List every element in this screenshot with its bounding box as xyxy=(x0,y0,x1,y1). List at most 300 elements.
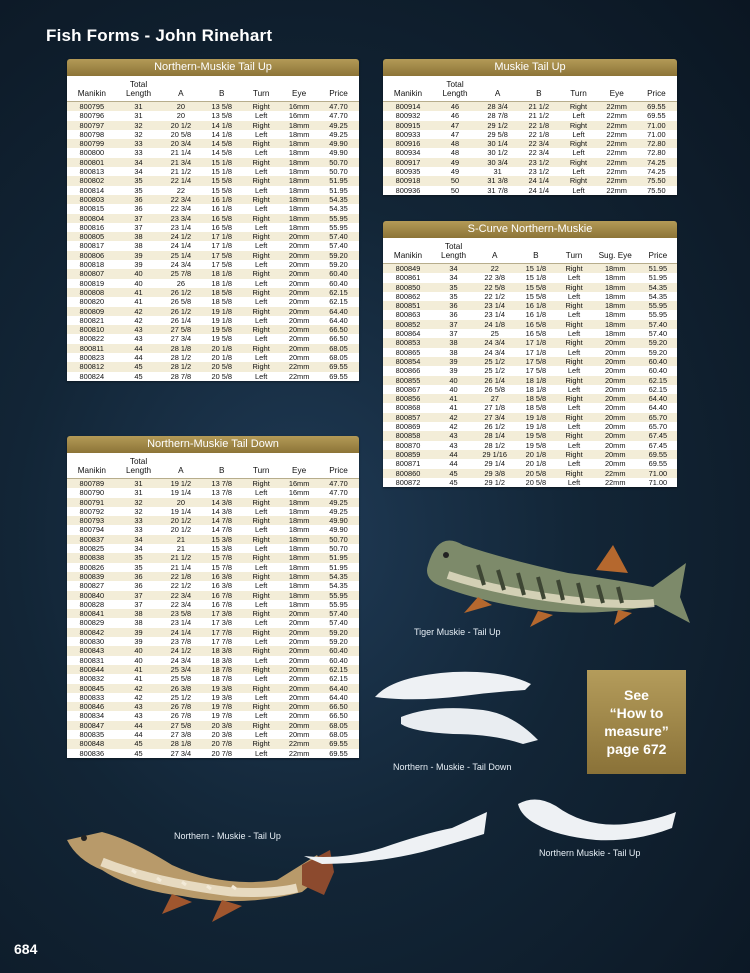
cell-price: 54.35 xyxy=(639,292,677,301)
cell-price: 49.25 xyxy=(318,507,359,516)
cell-price: 68.05 xyxy=(318,721,359,730)
cell-b: 19 3/8 xyxy=(201,693,242,702)
table-row xyxy=(67,139,359,148)
cell-manikin: 800849 xyxy=(383,264,433,274)
cell-a: 20 1/2 xyxy=(160,516,201,525)
cell-price: 68.05 xyxy=(318,730,359,739)
cell-turn: Left xyxy=(242,488,280,497)
table-row xyxy=(67,581,359,590)
cell-a: 26 7/8 xyxy=(160,702,201,711)
cell-manikin: 800835 xyxy=(67,730,117,739)
cell-eye: 20mm xyxy=(592,348,639,357)
cell-b: 16 5/8 xyxy=(515,320,556,329)
table-row xyxy=(383,102,677,112)
cell-price: 67.45 xyxy=(639,441,677,450)
cell-manikin: 800817 xyxy=(67,241,117,250)
cell-price: 60.40 xyxy=(318,646,359,655)
cell-a: 24 1/2 xyxy=(160,232,201,241)
cell-eye: 20mm xyxy=(280,334,318,343)
col-eye: Eye xyxy=(280,453,318,479)
cell-total-length: 44 xyxy=(433,450,474,459)
cell-manikin: 800936 xyxy=(383,186,433,195)
table-row xyxy=(67,498,359,507)
col-turn: Turn xyxy=(559,76,597,102)
cell-turn: Left xyxy=(242,693,280,702)
cell-a: 27 3/4 xyxy=(160,749,201,758)
cell-eye: 22mm xyxy=(598,186,636,195)
table-row xyxy=(383,366,677,375)
cell-price: 60.40 xyxy=(318,279,359,288)
cell-eye: 20mm xyxy=(592,357,639,366)
cell-turn: Left xyxy=(559,111,597,120)
cell-price: 51.95 xyxy=(318,176,359,185)
cell-price: 54.35 xyxy=(318,572,359,581)
cell-total-length: 40 xyxy=(117,646,161,655)
cell-turn: Right xyxy=(559,158,597,167)
cell-turn: Right xyxy=(556,394,591,403)
table-row xyxy=(383,148,677,157)
cell-a: 21 1/4 xyxy=(160,563,201,572)
cell-b: 14 7/8 xyxy=(201,525,242,534)
cell-turn: Left xyxy=(242,730,280,739)
table-row xyxy=(67,130,359,139)
cell-a: 26 3/8 xyxy=(160,684,201,693)
cell-manikin: 800795 xyxy=(67,102,117,112)
cell-b: 16 5/8 xyxy=(201,214,242,223)
cell-b: 15 1/8 xyxy=(201,167,242,176)
cell-turn: Right xyxy=(556,283,591,292)
cell-turn: Left xyxy=(556,292,591,301)
cell-turn: Right xyxy=(242,516,280,525)
cell-eye: 20mm xyxy=(280,241,318,250)
cell-turn: Left xyxy=(242,260,280,269)
cell-total-length: 42 xyxy=(117,693,161,702)
cell-turn: Right xyxy=(242,344,280,353)
table-row xyxy=(67,260,359,269)
cell-b: 22 1/8 xyxy=(518,121,559,130)
cell-b: 18 7/8 xyxy=(201,665,242,674)
cell-total-length: 31 xyxy=(117,111,161,120)
table-row xyxy=(67,749,359,758)
cell-price: 59.20 xyxy=(318,251,359,260)
cell-price: 50.70 xyxy=(318,535,359,544)
table-row xyxy=(67,637,359,646)
cell-total-length: 41 xyxy=(117,665,161,674)
cell-b: 20 5/8 xyxy=(201,362,242,371)
cell-price: 60.40 xyxy=(639,357,677,366)
cell-price: 60.40 xyxy=(318,656,359,665)
page-number: 684 xyxy=(14,941,38,957)
cell-turn: Left xyxy=(556,422,591,431)
cell-price: 69.55 xyxy=(318,739,359,748)
table-title: S-Curve Northern-Muskie xyxy=(383,221,677,238)
cell-price: 64.40 xyxy=(318,316,359,325)
cell-a: 19 1/2 xyxy=(160,479,201,489)
table-row xyxy=(67,656,359,665)
cell-eye: 18mm xyxy=(280,581,318,590)
cell-turn: Left xyxy=(559,148,597,157)
table-row xyxy=(67,288,359,297)
cell-manikin: 800871 xyxy=(383,459,433,468)
table-row xyxy=(383,413,677,422)
col-manikin: Manikin xyxy=(383,76,433,102)
cell-a: 21 1/4 xyxy=(160,148,201,157)
cell-b: 18 3/8 xyxy=(201,646,242,655)
cell-total-length: 45 xyxy=(433,478,474,487)
cell-total-length: 44 xyxy=(117,721,161,730)
cell-turn: Right xyxy=(242,214,280,223)
cell-manikin: 800818 xyxy=(67,260,117,269)
cell-turn: Right xyxy=(242,535,280,544)
table-row xyxy=(67,372,359,381)
table-row xyxy=(67,702,359,711)
cell-a: 25 1/2 xyxy=(474,366,515,375)
cell-a: 20 xyxy=(160,111,201,120)
table-row xyxy=(67,176,359,185)
cell-turn: Left xyxy=(242,372,280,381)
cell-eye: 18mm xyxy=(280,139,318,148)
cell-manikin: 800838 xyxy=(67,553,117,562)
cell-total-length: 39 xyxy=(433,357,474,366)
cell-eye: 20mm xyxy=(280,307,318,316)
cell-eye: 20mm xyxy=(280,693,318,702)
cell-total-length: 38 xyxy=(433,338,474,347)
cell-manikin: 800914 xyxy=(383,102,433,112)
cell-total-length: 37 xyxy=(117,591,161,600)
table-row xyxy=(67,241,359,250)
table-row xyxy=(383,329,677,338)
cell-total-length: 37 xyxy=(433,329,474,338)
cell-a: 27 5/8 xyxy=(160,721,201,730)
col-price: Price xyxy=(639,238,677,264)
cell-b: 16 5/8 xyxy=(515,329,556,338)
cell-eye: 16mm xyxy=(280,102,318,112)
cell-total-length: 42 xyxy=(117,316,161,325)
table-row xyxy=(67,316,359,325)
table-row xyxy=(67,297,359,306)
cell-price: 49.90 xyxy=(318,525,359,534)
cell-turn: Left xyxy=(556,329,591,338)
cell-price: 64.40 xyxy=(318,684,359,693)
cell-b: 22 3/4 xyxy=(518,148,559,157)
cell-a: 23 5/8 xyxy=(160,609,201,618)
cell-eye: 20mm xyxy=(280,711,318,720)
cell-price: 66.50 xyxy=(318,334,359,343)
cell-b: 17 1/8 xyxy=(515,338,556,347)
col-total-length: Total Length xyxy=(117,76,161,102)
cell-manikin: 800815 xyxy=(67,204,117,213)
cell-eye: 22mm xyxy=(598,121,636,130)
cell-turn: Left xyxy=(242,544,280,553)
cell-manikin: 800798 xyxy=(67,130,117,139)
cell-b: 17 3/8 xyxy=(201,609,242,618)
cell-a: 20 5/8 xyxy=(160,130,201,139)
cell-price: 60.40 xyxy=(639,366,677,375)
cell-manikin: 800810 xyxy=(67,325,117,334)
cell-manikin: 800791 xyxy=(67,498,117,507)
table-row xyxy=(383,320,677,329)
cell-manikin: 800803 xyxy=(67,195,117,204)
cell-turn: Right xyxy=(242,591,280,600)
cell-b: 17 5/8 xyxy=(515,366,556,375)
cell-total-length: 36 xyxy=(433,310,474,319)
cell-price: 66.50 xyxy=(318,711,359,720)
cell-manikin: 800809 xyxy=(67,307,117,316)
cell-eye: 20mm xyxy=(280,609,318,618)
how-to-measure-callout: See “How to measure” page 672 xyxy=(587,670,686,774)
cell-eye: 20mm xyxy=(592,441,639,450)
cell-b: 18 1/8 xyxy=(201,279,242,288)
cell-turn: Right xyxy=(556,431,591,440)
cell-price: 47.70 xyxy=(318,479,359,489)
cell-eye: 20mm xyxy=(280,721,318,730)
cell-manikin: 800855 xyxy=(383,376,433,385)
table-row xyxy=(67,684,359,693)
cell-total-length: 41 xyxy=(117,288,161,297)
cell-manikin: 800829 xyxy=(67,618,117,627)
table-row xyxy=(383,376,677,385)
cell-b: 19 7/8 xyxy=(201,711,242,720)
cell-price: 49.90 xyxy=(318,148,359,157)
cell-a: 29 3/8 xyxy=(474,469,515,478)
cell-a: 22 1/4 xyxy=(160,176,201,185)
cell-a: 25 xyxy=(474,329,515,338)
cell-total-length: 37 xyxy=(117,600,161,609)
table-row xyxy=(383,441,677,450)
cell-total-length: 31 xyxy=(117,102,161,112)
cell-turn: Right xyxy=(242,646,280,655)
cell-turn: Left xyxy=(242,353,280,362)
tail-down-form-image xyxy=(373,662,543,754)
cell-b: 14 5/8 xyxy=(201,139,242,148)
cell-turn: Right xyxy=(242,572,280,581)
cell-manikin: 800830 xyxy=(67,637,117,646)
cell-turn: Right xyxy=(242,121,280,130)
cell-manikin: 800932 xyxy=(383,111,433,120)
table-row xyxy=(67,214,359,223)
col-eye: Eye xyxy=(280,76,318,102)
cell-b: 18 1/8 xyxy=(515,385,556,394)
cell-turn: Right xyxy=(559,139,597,148)
cell-turn: Right xyxy=(242,628,280,637)
cell-manikin: 800804 xyxy=(67,214,117,223)
col-a: A xyxy=(477,76,518,102)
cell-turn: Right xyxy=(242,553,280,562)
cell-b: 18 5/8 xyxy=(201,288,242,297)
cell-b: 17 1/8 xyxy=(201,232,242,241)
col-b: B xyxy=(515,238,556,264)
cell-turn: Right xyxy=(556,338,591,347)
cell-manikin: 800808 xyxy=(67,288,117,297)
cell-price: 62.15 xyxy=(639,385,677,394)
cell-manikin: 800862 xyxy=(383,292,433,301)
cell-a: 28 1/2 xyxy=(474,441,515,450)
cell-turn: Left xyxy=(242,241,280,250)
cell-a: 26 1/4 xyxy=(474,376,515,385)
cell-total-length: 39 xyxy=(117,628,161,637)
cell-a: 30 3/4 xyxy=(477,158,518,167)
cell-total-length: 43 xyxy=(433,431,474,440)
cell-manikin: 800863 xyxy=(383,310,433,319)
cell-b: 17 5/8 xyxy=(515,357,556,366)
table-row xyxy=(67,334,359,343)
table-row xyxy=(383,394,677,403)
cell-price: 51.95 xyxy=(318,186,359,195)
cell-a: 24 1/4 xyxy=(160,628,201,637)
cell-b: 17 1/8 xyxy=(201,241,242,250)
cell-turn: Left xyxy=(242,204,280,213)
cell-a: 19 1/4 xyxy=(160,488,201,497)
table-row xyxy=(67,269,359,278)
cell-a: 29 1/4 xyxy=(474,459,515,468)
table-row xyxy=(383,264,677,274)
cell-turn: Left xyxy=(242,334,280,343)
cell-price: 55.95 xyxy=(318,223,359,232)
cell-eye: 20mm xyxy=(280,674,318,683)
cell-a: 30 1/4 xyxy=(477,139,518,148)
cell-manikin: 800824 xyxy=(67,372,117,381)
cell-b: 16 1/8 xyxy=(515,301,556,310)
cell-a: 22 3/4 xyxy=(160,600,201,609)
cell-manikin: 800800 xyxy=(67,148,117,157)
cell-manikin: 800827 xyxy=(67,581,117,590)
cell-b: 17 5/8 xyxy=(201,251,242,260)
table-row xyxy=(67,307,359,316)
cell-manikin: 800866 xyxy=(383,366,433,375)
cell-turn: Left xyxy=(556,441,591,450)
cell-a: 26 xyxy=(160,279,201,288)
cell-eye: 22mm xyxy=(592,478,639,487)
cell-manikin: 800820 xyxy=(67,297,117,306)
cell-price: 67.45 xyxy=(639,431,677,440)
cell-eye: 18mm xyxy=(280,130,318,139)
cell-price: 72.80 xyxy=(636,139,677,148)
table-row xyxy=(383,167,677,176)
cell-manikin: 800802 xyxy=(67,176,117,185)
cell-total-length: 31 xyxy=(117,479,161,489)
cell-total-length: 43 xyxy=(433,441,474,450)
cell-a: 23 7/8 xyxy=(160,637,201,646)
cell-b: 20 1/8 xyxy=(515,459,556,468)
table-row xyxy=(67,362,359,371)
cell-a: 25 5/8 xyxy=(160,674,201,683)
table-row xyxy=(383,111,677,120)
table-row xyxy=(383,301,677,310)
cell-eye: 16mm xyxy=(280,479,318,489)
cell-total-length: 47 xyxy=(433,121,477,130)
cell-total-length: 44 xyxy=(117,344,161,353)
cell-total-length: 41 xyxy=(117,297,161,306)
cell-a: 27 5/8 xyxy=(160,325,201,334)
cell-total-length: 34 xyxy=(117,158,161,167)
cell-a: 25 1/2 xyxy=(160,693,201,702)
cell-a: 24 3/4 xyxy=(474,338,515,347)
cell-turn: Right xyxy=(242,665,280,674)
cell-manikin: 800821 xyxy=(67,316,117,325)
cell-manikin: 800867 xyxy=(383,385,433,394)
cell-eye: 20mm xyxy=(592,459,639,468)
cell-total-length: 35 xyxy=(433,283,474,292)
cell-price: 55.95 xyxy=(318,591,359,600)
cell-b: 19 5/8 xyxy=(201,334,242,343)
cell-price: 64.40 xyxy=(318,307,359,316)
cell-eye: 20mm xyxy=(280,618,318,627)
cell-total-length: 45 xyxy=(117,739,161,748)
cell-a: 23 1/4 xyxy=(160,223,201,232)
cell-manikin: 800794 xyxy=(67,525,117,534)
cell-b: 15 3/8 xyxy=(201,544,242,553)
cell-price: 69.55 xyxy=(318,749,359,758)
cell-b: 19 1/8 xyxy=(201,307,242,316)
cell-eye: 20mm xyxy=(280,288,318,297)
table-row xyxy=(67,223,359,232)
cell-price: 57.40 xyxy=(318,609,359,618)
cell-price: 69.55 xyxy=(636,111,677,120)
cell-manikin: 800822 xyxy=(67,334,117,343)
cell-price: 51.95 xyxy=(639,264,677,274)
northern-pike-image xyxy=(62,810,342,930)
table-row xyxy=(67,600,359,609)
cell-a: 28 1/8 xyxy=(160,344,201,353)
cell-manikin: 800845 xyxy=(67,684,117,693)
cell-turn: Left xyxy=(242,167,280,176)
table-row xyxy=(67,553,359,562)
table-row xyxy=(383,422,677,431)
col-eye: Eye xyxy=(598,76,636,102)
cell-turn: Left xyxy=(556,273,591,282)
table-row xyxy=(383,357,677,366)
cell-total-length: 44 xyxy=(117,730,161,739)
cell-eye: 20mm xyxy=(592,431,639,440)
cell-b: 15 7/8 xyxy=(201,563,242,572)
cell-price: 47.70 xyxy=(318,102,359,112)
tail-up-form-image-1 xyxy=(302,808,490,864)
cell-total-length: 36 xyxy=(117,572,161,581)
cell-a: 22 3/8 xyxy=(474,273,515,282)
cell-total-length: 44 xyxy=(433,459,474,468)
table-row xyxy=(383,130,677,139)
cell-manikin: 800811 xyxy=(67,344,117,353)
cell-total-length: 33 xyxy=(117,139,161,148)
cell-eye: 18mm xyxy=(280,572,318,581)
col-manikin: Manikin xyxy=(67,453,117,479)
table-row xyxy=(67,251,359,260)
cell-manikin: 800833 xyxy=(67,693,117,702)
cell-b: 14 1/8 xyxy=(201,130,242,139)
cell-price: 62.15 xyxy=(318,674,359,683)
cell-b: 15 5/8 xyxy=(201,186,242,195)
cell-eye: 20mm xyxy=(280,656,318,665)
cell-total-length: 43 xyxy=(117,702,161,711)
cell-total-length: 38 xyxy=(117,232,161,241)
table-row xyxy=(67,646,359,655)
cell-manikin: 800806 xyxy=(67,251,117,260)
cell-manikin: 800935 xyxy=(383,167,433,176)
cell-price: 50.70 xyxy=(318,167,359,176)
cell-total-length: 34 xyxy=(433,264,474,274)
cell-b: 20 1/8 xyxy=(201,353,242,362)
cell-total-length: 48 xyxy=(433,139,477,148)
cell-turn: Left xyxy=(242,637,280,646)
col-b: B xyxy=(518,76,559,102)
table-row xyxy=(383,338,677,347)
cell-a: 19 1/4 xyxy=(160,507,201,516)
cell-a: 20 1/2 xyxy=(160,121,201,130)
table-row xyxy=(67,535,359,544)
cell-manikin: 800837 xyxy=(67,535,117,544)
cell-manikin: 800789 xyxy=(67,479,117,489)
cell-a: 22 1/8 xyxy=(160,572,201,581)
